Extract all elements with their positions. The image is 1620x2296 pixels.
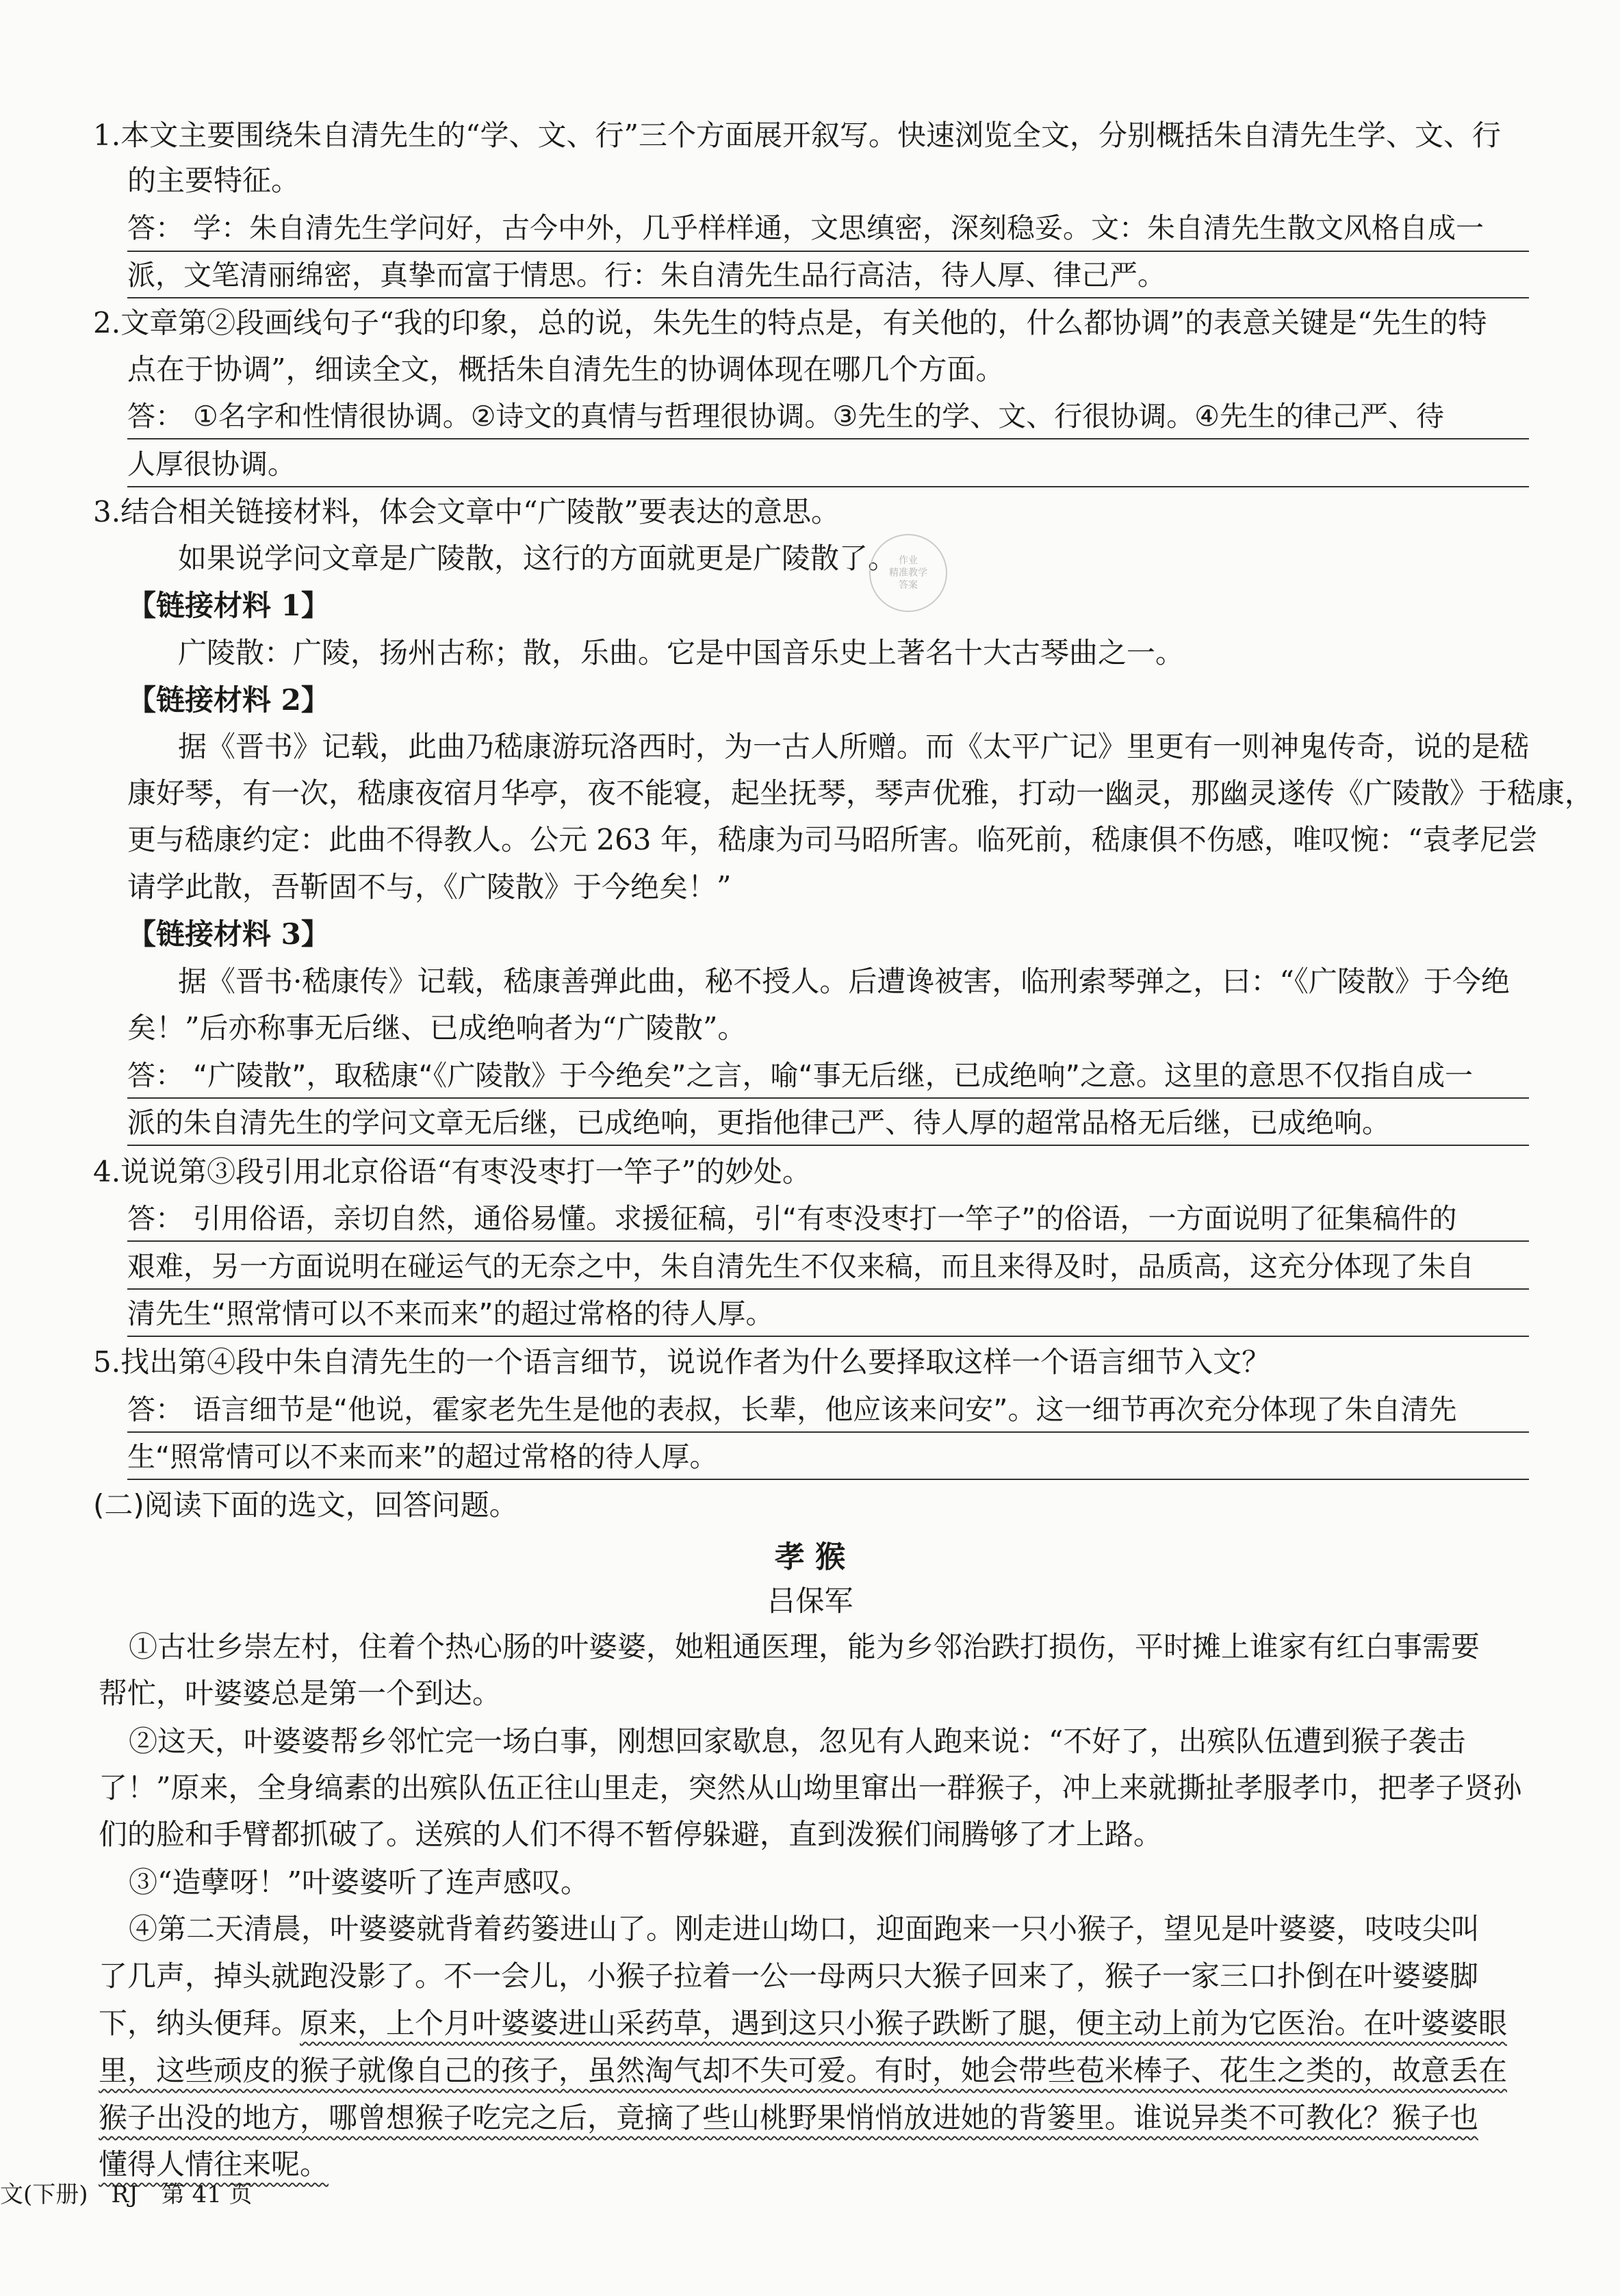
story-author: 吕保军: [767, 1584, 853, 1618]
material3-line1: 据《晋书·嵇康传》记载，嵇康善弹此曲，秘不授人。后遭谗被害，临刑索琴弹之，曰：“《广陵散》于今绝: [178, 965, 1510, 998]
p1-line1: ①古壮乡崇左村，住着个热心肠的叶婆婆，她粗通医理，能为乡邻治跌打损伤，平时摊上谁家有红白事需要: [129, 1630, 1480, 1663]
q4-line1: 4.说说第③段引用北京俗语“有枣没枣打一竿子”的妙处。: [93, 1155, 812, 1188]
q5-answer-line2: 生“照常情可以不来而来”的超过常格的待人厚。: [127, 1440, 718, 1473]
p4-line6: 懂得人情往来呢。: [99, 2147, 329, 2181]
answer-rule: [127, 1288, 1529, 1290]
q2-line1: 2.文章第②段画线句子“我的印象，总的说，朱先生的特点是，有关他的，什么都协调”的表意关键是“先生的特: [93, 306, 1487, 340]
answer-label: 答：: [127, 400, 183, 433]
p4-line5: 猴子出没的地方，哪曾想猴子吃完之后，竟摘了些山桃野果悄悄放进她的背篓里。谁说异类不可教化？猴子也: [99, 2101, 1479, 2134]
p3-line1: ③“造孽呀！”叶婆婆听了连声感叹。: [129, 1865, 589, 1899]
q3-quote: 如果说学问文章是广陵散，这行的方面就更是广陵散了。: [178, 541, 897, 575]
p4-line1: ④第二天清晨，叶婆婆就背着药篓进山了。刚走进山坳口，迎面跑来一只小猴子，望见是叶婆婆，吱吱尖叫: [129, 1912, 1480, 1946]
answer-rule: [127, 486, 1529, 487]
q5-answer-line1: [127, 1389, 1456, 1430]
answer-label: 答：: [127, 1202, 183, 1235]
answer-label: 答：: [127, 212, 183, 244]
answer-rule: [127, 1240, 1529, 1242]
p4-line2: 了几声，掉头就跑没影了。不一会儿，小猴子拉着一公一母两只大猴子回来了，猴子一家三口扑倒在叶婆婆脚: [99, 1959, 1479, 1993]
material3-title: 【链接材料 3】: [127, 917, 330, 951]
material2-title: 【链接材料 2】: [127, 683, 330, 717]
p4-line4: 里，这些顽皮的猴子就像自己的孩子，虽然淘气却不失可爱。有时，她会带些苞米棒子、花生之类的，故意丢在: [99, 2054, 1508, 2087]
answer-rule: [127, 1479, 1529, 1480]
q2-line2: 点在于协调”，细读全文，概括朱自清先生的协调体现在哪几个方面。: [127, 353, 1005, 386]
q5-line1: 5.找出第④段中朱自清先生的一个语言细节，说说作者为什么要择取这样一个语言细节入文？: [93, 1345, 1271, 1379]
q3-answer-line2: 派的朱自清先生的学问文章无后继，已成绝响，更指他律己严、待人厚的超常品格无后继，已成绝响。: [127, 1106, 1390, 1139]
answer-rule: [127, 1431, 1529, 1433]
answer-rule: [127, 251, 1529, 252]
stamp-watermark: 作业 精准教学 答案: [869, 534, 947, 612]
p2-line2: 了！”原来，全身缟素的出殡队伍正往山里走，突然从山坳里窜出一群猴子，冲上来就撕扯孝服孝巾，把孝子贤孙: [99, 1771, 1522, 1804]
answer-text: 语言细节是“他说，霍家老先生是他的表叔，长辈，他应该来问安”。这一细节再次充分体现了朱自清先: [193, 1393, 1457, 1426]
story-title: 孝 猴: [774, 1540, 846, 1574]
q4-answer-line2: 艰难，另一方面说明在碰运气的无奈之中，朱自清先生不仅来稿，而且来得及时，品质高，这充分体现了朱自: [127, 1250, 1474, 1283]
q4-answer-line1: [127, 1198, 1456, 1239]
page-footer: 文(下册) RJ 第 41 页: [0, 2181, 253, 2208]
q1-line1: 1.本文主要围绕朱自清先生的“学、文、行”三个方面展开叙写。快速浏览全文，分别概括朱自清先生学、文、行: [93, 118, 1502, 152]
answer-text: 引用俗语，亲切自然，通俗易懂。求援征稿，引“有枣没枣打一竿子”的俗语，一方面说明了征集稿件的: [193, 1202, 1457, 1235]
answer-rule: [127, 297, 1529, 298]
q2-answer-line1: [127, 396, 1444, 437]
answer-text: 学：朱自清先生学问好，古今中外，几乎样样通，文思缜密，深刻稳妥。文：朱自清先生散文风格自成一: [193, 212, 1484, 244]
p2-line3: 们的脸和手臂都抓破了。送殡的人们不得不暂停躲避，直到泼猴们闹腾够了才上路。: [99, 1817, 1163, 1851]
q1-answer-line2: 派，文笔清丽绵密，真挚而富于情思。行：朱自清先生品行高洁，待人厚、律己严。: [127, 259, 1166, 292]
answer-label: 答：: [127, 1393, 183, 1426]
answer-rule: [127, 1097, 1529, 1099]
p2-line1: ②这天，叶婆婆帮乡邻忙完一场白事，刚想回家歇息，忽见有人跑来说：“不好了，出殡队伍遭到猴子袭击: [129, 1724, 1466, 1758]
answer-label: 答：: [127, 1059, 183, 1092]
q1-answer-line1: [127, 207, 1484, 248]
material3-line2: 矣！”后亦称事无后继、已成绝响者为“广陵散”。: [127, 1011, 747, 1045]
material1-title: 【链接材料 1】: [127, 589, 330, 622]
answer-rule: [127, 438, 1529, 439]
wavy-underlined-text: 原来，上个月叶婆婆进山采药草，遇到这只小猴子跌断了腿，便主动上前为它医治。在叶婆婆眼: [300, 2006, 1508, 2040]
q3-line1: 3.结合相关链接材料，体会文章中“广陵散”要表达的意思。: [93, 495, 840, 528]
material2-line4: 请学此散，吾靳固不与，《广陵散》于今绝矣！”: [127, 870, 732, 904]
p1-line2: 帮忙，叶婆婆总是第一个到达。: [99, 1676, 502, 1710]
q4-answer-line3: 清先生“照常情可以不来而来”的超过常格的待人厚。: [127, 1297, 774, 1330]
answer-rule: [127, 1145, 1529, 1146]
q1-line2: 的主要特征。: [127, 164, 300, 197]
p4-line3: 下，纳头便拜。原来，上个月叶婆婆进山采药草，遇到这只小猴子跌断了腿，便主动上前为它医治。在叶婆婆眼: [99, 2006, 1508, 2040]
material2-line2: 康好琴，有一次，嵇康夜宿月华亭，夜不能寝，起坐抚琴，琴声优雅，打动一幽灵，那幽灵遂传《广陵散》于嵇康，: [127, 776, 1594, 810]
material2-line1: 据《晋书》记载，此曲乃嵇康游玩洛西时，为一古人所赠。而《太平广记》里更有一则神鬼传奇，说的是嵇: [178, 730, 1530, 763]
section2-heading: (二)阅读下面的选文，回答问题。: [93, 1488, 518, 1522]
material2-line3: 更与嵇康约定：此曲不得教人。公元 263 年，嵇康为司马昭所害。临死前，嵇康俱不伤感，唯叹惋：“袁孝尼尝: [127, 823, 1538, 856]
answer-text: “广陵散”，取嵇康“《广陵散》于今绝矣”之言，喻“事无后继，已成绝响”之意。这里的意思不仅指自成一: [193, 1059, 1473, 1092]
answer-text: ①名字和性情很协调。②诗文的真情与哲理很协调。③先生的学、文、行很协调。④先生的律己严、待: [193, 400, 1445, 433]
q3-answer-line1: [127, 1055, 1473, 1096]
material1-text: 广陵散：广陵，扬州古称；散，乐曲。它是中国音乐史上著名十大古琴曲之一。: [178, 636, 1185, 669]
q2-answer-line2: 人厚很协调。: [127, 448, 296, 481]
answer-rule: [127, 1336, 1529, 1337]
